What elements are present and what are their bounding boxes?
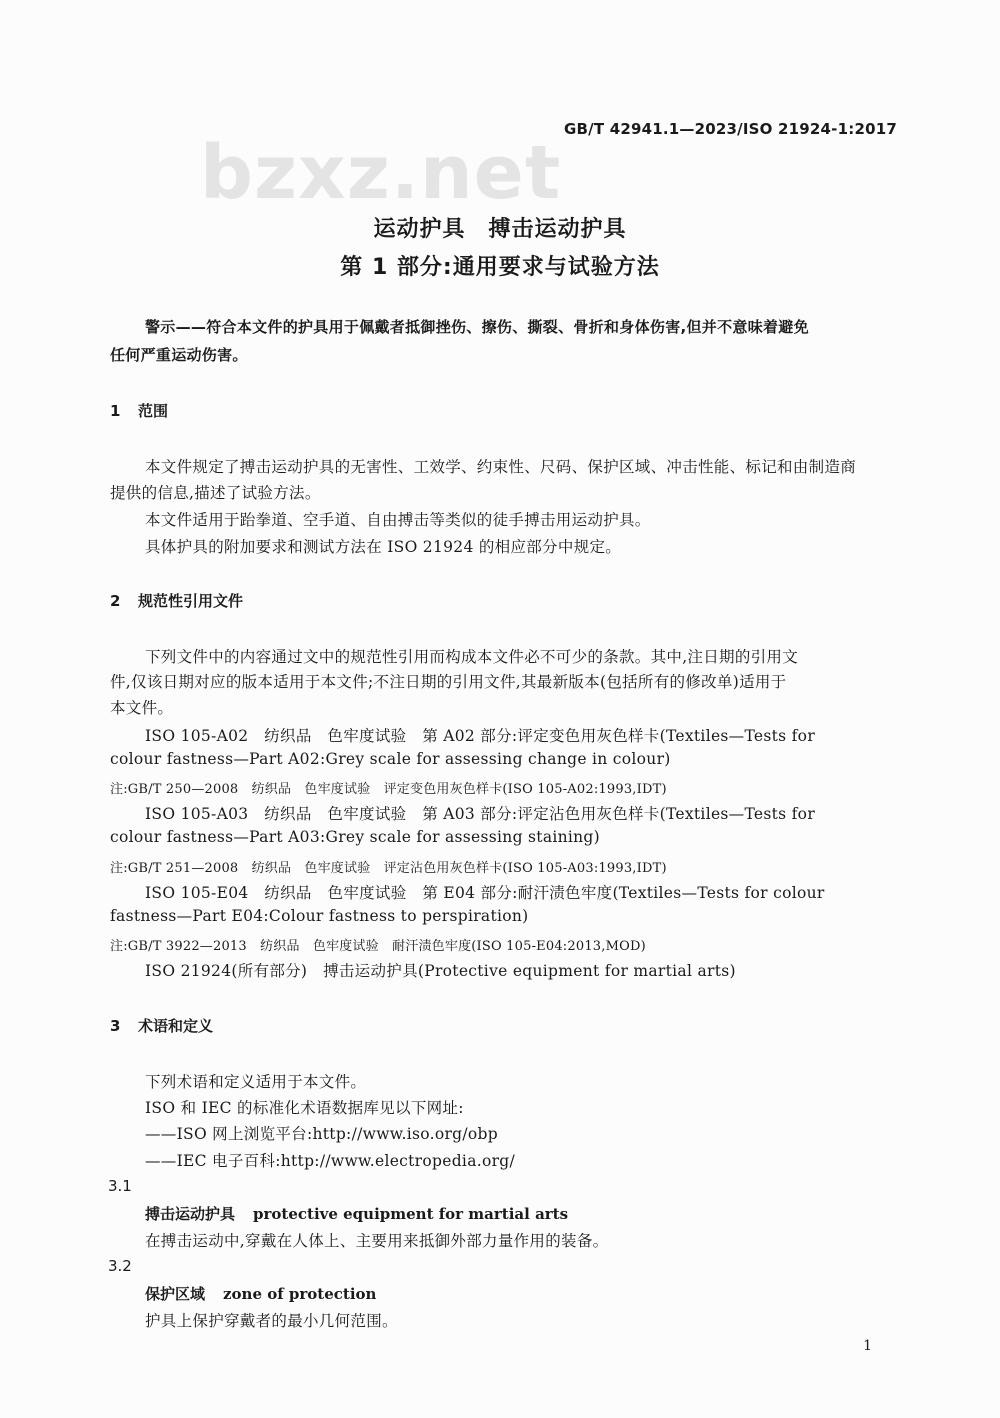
- term-heading: [145, 1203, 568, 1224]
- watermark: bzxz.net: [200, 130, 562, 216]
- term-definition: 在搏击运动中,穿戴在人体上、主要用来抵御外部力量作用的装备。: [145, 1232, 609, 1250]
- scope-paragraph-line1: 本文件规定了搏击运动护具的无害性、工效学、约束性、尺码、保护区域、冲击性能、标记和由制造商: [145, 458, 857, 476]
- reference-1-note: 注:GB/T 250—2008 纺织品 色牢度试验 评定变色用灰色样卡(ISO 105-A02:1993,IDT): [110, 782, 667, 797]
- scope-paragraph-3: 具体护具的附加要求和测试方法在 ISO 21924 的相应部分中规定。: [145, 538, 622, 556]
- term-heading: [145, 1283, 376, 1304]
- scope-paragraph-2: 本文件适用于跆拳道、空手道、自由搏击等类似的徒手搏击用运动护具。: [145, 511, 651, 529]
- warning-text-line1: 警示——符合本文件的护具用于佩戴者抵御挫伤、擦伤、撕裂、骨折和身体伤害,但并不意味着避免: [145, 318, 809, 336]
- term-english: zone of protection: [223, 1285, 377, 1303]
- section-number: 1: [110, 402, 121, 420]
- reference-4: ISO 21924(所有部分) 搏击运动护具(Protective equipment for martial arts): [145, 962, 736, 980]
- section-number: 2: [110, 592, 121, 610]
- iec-electropedia-link[interactable]: ——IEC 电子百科:http://www.electropedia.org/: [145, 1152, 516, 1170]
- references-intro-line2: 件,仅该日期对应的版本适用于本文件;不注日期的引用文件,其最新版本(包括所有的修改单)适用于: [110, 673, 787, 691]
- section-title: 规范性引用文件: [138, 592, 244, 610]
- section-heading-terms: [110, 1015, 213, 1036]
- term-chinese: 搏击运动护具: [145, 1205, 236, 1223]
- reference-3-line2: fastness—Part E04:Colour fastness to perspiration): [110, 907, 529, 925]
- term-definition: 护具上保护穿戴者的最小几何范围。: [145, 1312, 398, 1330]
- references-intro-line3: 本文件。: [110, 699, 174, 717]
- section-heading-normative-references: [110, 590, 243, 611]
- standard-code: GB/T 42941.1—2023/ISO 21924-1:2017: [564, 120, 897, 138]
- reference-3-line1: ISO 105-E04 纺织品 色牢度试验 第 E04 部分:耐汗渍色牢度(Textiles—Tests for colour: [145, 884, 825, 902]
- section-number: 3: [110, 1017, 121, 1035]
- terms-intro-1: 下列术语和定义适用于本文件。: [145, 1073, 367, 1091]
- document-title-line1: 运动护具 搏击运动护具: [373, 217, 627, 242]
- term-english: protective equipment for martial arts: [253, 1205, 569, 1223]
- warning-text-line2: 任何严重运动伤害。: [110, 346, 248, 364]
- section-title: 术语和定义: [138, 1017, 214, 1035]
- section-heading-scope: [110, 400, 168, 421]
- reference-2-line2: colour fastness—Part A03:Grey scale for assessing staining): [110, 828, 601, 846]
- reference-1-line2: colour fastness—Part A02:Grey scale for assessing change in colour): [110, 750, 671, 768]
- scope-paragraph-line2: 提供的信息,描述了试验方法。: [110, 484, 321, 502]
- references-intro-line1: 下列文件中的内容通过文中的规范性引用而构成本文件必不可少的条款。其中,注日期的引用文: [145, 648, 799, 666]
- reference-3-note: 注:GB/T 3922—2013 纺织品 色牢度试验 耐汗渍色牢度(ISO 105-E04:2013,MOD): [110, 939, 646, 954]
- term-number: 3.2: [108, 1257, 132, 1275]
- term-number: 3.1: [108, 1177, 132, 1195]
- terms-intro-2: ISO 和 IEC 的标准化术语数据库见以下网址:: [145, 1099, 464, 1117]
- section-title: 范围: [138, 402, 169, 420]
- term-chinese: 保护区域: [145, 1285, 206, 1303]
- reference-2-note: 注:GB/T 251—2008 纺织品 色牢度试验 评定沾色用灰色样卡(ISO 105-A03:1993,IDT): [110, 861, 667, 876]
- document-title-line2: 第 1 部分:通用要求与试验方法: [340, 255, 660, 280]
- page-number: 1: [863, 1338, 872, 1354]
- iso-obp-link[interactable]: ——ISO 网上浏览平台:http://www.iso.org/obp: [145, 1125, 498, 1143]
- reference-1-line1: ISO 105-A02 纺织品 色牢度试验 第 A02 部分:评定变色用灰色样卡(Textiles—Tests for: [145, 727, 816, 745]
- reference-2-line1: ISO 105-A03 纺织品 色牢度试验 第 A03 部分:评定沾色用灰色样卡(Textiles—Tests for: [145, 805, 816, 823]
